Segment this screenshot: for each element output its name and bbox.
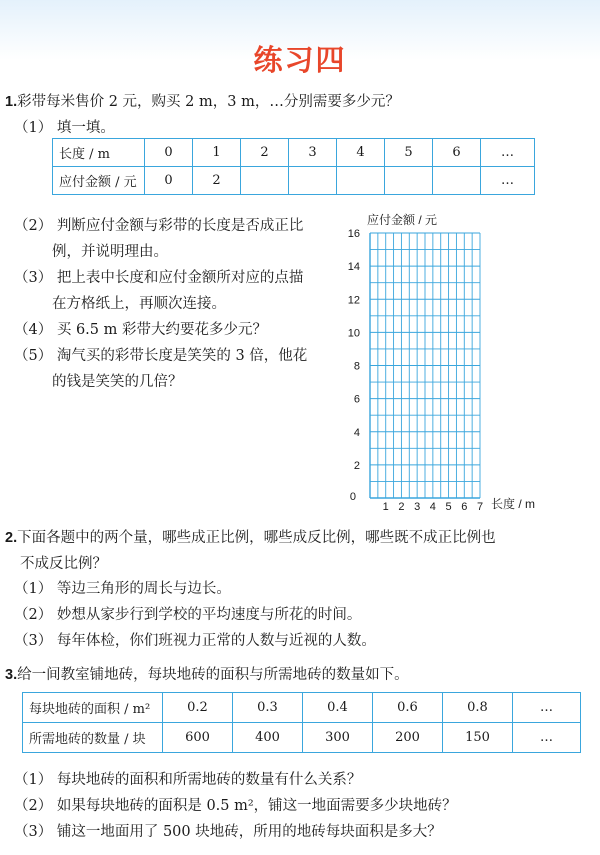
q1-sub3-line1: （3） 把上表中长度和应付金额所对应的点描: [14, 270, 304, 286]
q1-sub5-line2: 的钱是笑笑的几倍？: [52, 374, 183, 390]
table-cell: [289, 167, 337, 195]
q3-sub3: （3） 铺这一地面用了 500 块地砖，所用的地砖每块面积是多大？: [14, 824, 442, 840]
table-row: [23, 693, 581, 723]
x-tick-label: 6: [461, 501, 468, 513]
table-cell: 150: [443, 723, 513, 753]
row-header-cell: 所需地砖的数量 / 块: [23, 723, 163, 753]
table-cell: 0.3: [233, 693, 303, 723]
q3-sub1: （1） 每块地砖的面积和所需地砖的数量有什么关系？: [14, 772, 362, 788]
q1-number: 1.: [5, 94, 18, 110]
table-cell: 0.8: [443, 693, 513, 723]
q1-table: [52, 138, 535, 195]
table-row: [53, 139, 535, 167]
q1-sub2-line2: 例，并说明理由。: [52, 244, 168, 260]
y-tick-label: 12: [347, 294, 360, 307]
x-tick-label: 3: [414, 501, 421, 513]
table-cell: 5: [385, 139, 433, 167]
table-cell: 3: [289, 139, 337, 167]
q2-sub1: （1） 等边三角形的周长与边长。: [14, 581, 231, 597]
q2-sub2: （2） 妙想从家步行到学校的平均速度与所花的时间。: [14, 607, 362, 623]
q1-sub4: （4） 买 6.5 m 彩带大约要花多少元？: [14, 322, 267, 338]
q1-text: 彩带每米售价 2 元，购买 2 m，3 m，…分别需要多少元？: [17, 94, 400, 110]
table-cell: [241, 167, 289, 195]
grid-origin: 0: [349, 491, 356, 503]
q2-stem-line1: [5, 526, 496, 547]
table-cell: 2: [241, 139, 289, 167]
table-cell: 0.2: [163, 693, 233, 723]
q2-number: 2.: [5, 530, 18, 546]
q1-sub3-line2: 在方格纸上，再顺次连接。: [52, 296, 226, 312]
x-tick-label: 5: [445, 501, 452, 513]
row-header-cell: 长度 / m: [53, 139, 145, 167]
table-row: [23, 723, 581, 753]
table-cell: 6: [433, 139, 481, 167]
grid-paper: [340, 208, 550, 518]
x-tick-label: 1: [382, 501, 389, 513]
table-cell: 1: [193, 139, 241, 167]
table-cell: 0: [145, 167, 193, 195]
q1-sub2-line1: （2） 判断应付金额与彩带的长度是否成正比: [14, 218, 304, 234]
y-tick-label: 2: [353, 459, 360, 472]
table-cell: [337, 167, 385, 195]
table-cell: …: [481, 167, 535, 195]
table-cell: 0.4: [303, 693, 373, 723]
table-cell: …: [481, 139, 535, 167]
y-tick-label: 8: [353, 360, 360, 373]
table-cell: 600: [163, 723, 233, 753]
row-header-cell: 应付金额 / 元: [53, 167, 145, 195]
table-cell: [433, 167, 481, 195]
q2-stem-line2: 不成反比例？: [20, 556, 107, 572]
table-cell: 400: [233, 723, 303, 753]
table-cell: …: [513, 693, 581, 723]
q2-sub3: （3） 每年体检，你们班视力正常的人数与近视的人数。: [14, 633, 376, 649]
table-cell: 2: [193, 167, 241, 195]
table-cell: 0.6: [373, 693, 443, 723]
table-row: [53, 167, 535, 195]
y-tick-label: 10: [347, 327, 360, 340]
y-tick-label: 6: [353, 393, 360, 406]
x-tick-label: 7: [476, 501, 484, 513]
q3-number: 3.: [5, 667, 18, 683]
y-tick-label: 14: [347, 261, 360, 274]
table-cell: …: [513, 723, 581, 753]
q3-stem: [5, 663, 409, 684]
table-cell: 300: [303, 723, 373, 753]
page-title: 练习四: [253, 43, 347, 77]
grid-y-label: 应付金额 / 元: [367, 213, 438, 227]
table-cell: 4: [337, 139, 385, 167]
q1-sub1: （1） 填一填。: [14, 120, 115, 136]
y-tick-label: 4: [353, 426, 360, 439]
q1-sub5-line1: （5） 淘气买的彩带长度是笑笑的 3 倍，他花: [14, 348, 308, 364]
q1-stem: [5, 90, 400, 111]
row-header-cell: 每块地砖的面积 / m²: [23, 693, 163, 723]
table-cell: 200: [373, 723, 443, 753]
table-cell: 0: [145, 139, 193, 167]
x-tick-label: 2: [398, 501, 405, 513]
grid-x-label: 长度 / m: [491, 497, 535, 511]
x-tick-label: 4: [429, 501, 436, 513]
q3-text: 给一间教室铺地砖，每块地砖的面积与所需地砖的数量如下。: [17, 667, 409, 683]
y-tick-label: 16: [347, 228, 360, 240]
q3-table: [22, 692, 581, 753]
q3-sub2: （2） 如果每块地砖的面积是 0.5 m²，铺这一地面需要多少块地砖？: [14, 798, 457, 814]
q2-text-line1: 下面各题中的两个量，哪些成正比例，哪些成反比例，哪些既不成正比例也: [17, 530, 496, 546]
table-cell: [385, 167, 433, 195]
